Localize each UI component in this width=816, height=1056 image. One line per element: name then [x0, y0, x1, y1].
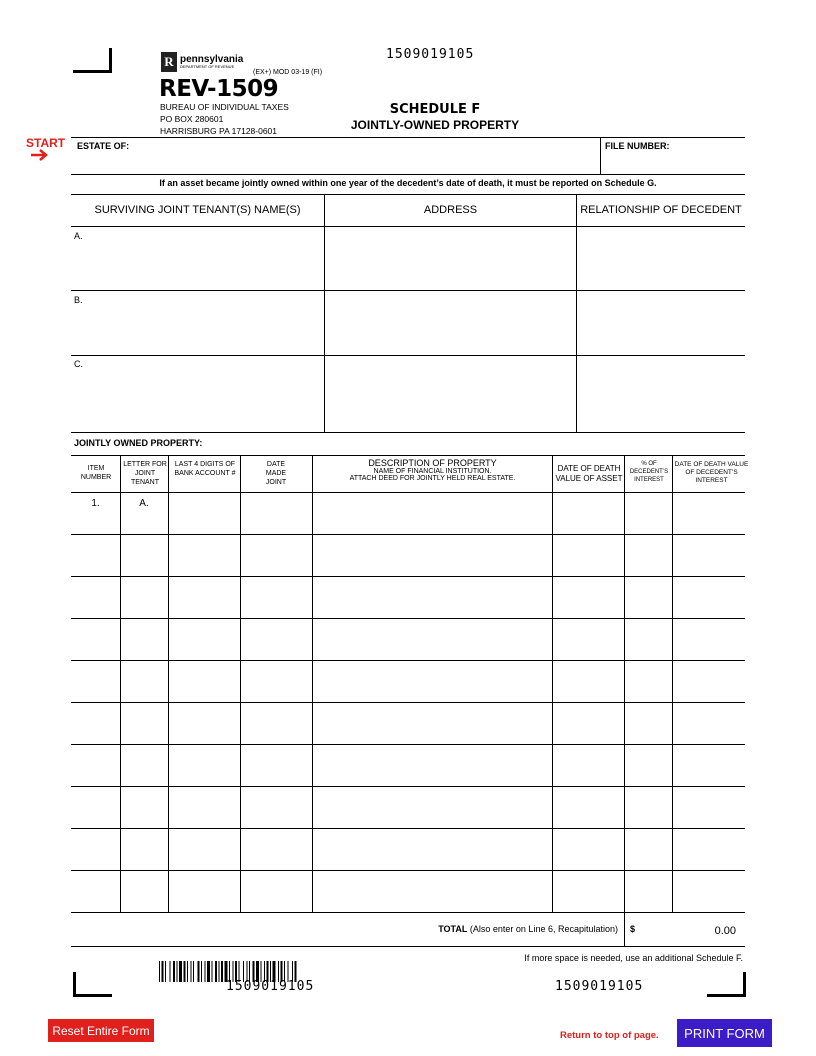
item-number-field[interactable]: 1.	[91, 498, 100, 509]
col-header-address: ADDRESS	[423, 204, 478, 216]
tenant-address-field[interactable]	[326, 228, 574, 288]
dod-interest-field[interactable]	[673, 619, 744, 659]
dod-value-field[interactable]	[553, 787, 623, 827]
tenant-letter: A.	[74, 231, 83, 241]
date-joint-field[interactable]	[241, 619, 311, 659]
logo-dept: DEPARTMENT OF REVENUE	[180, 64, 235, 69]
description-line-2: NAME OF FINANCIAL INSTITUTION.	[373, 468, 492, 475]
pct-interest-field[interactable]	[625, 703, 671, 743]
dod-value-field[interactable]	[553, 661, 623, 701]
date-joint-field[interactable]	[241, 745, 311, 785]
barcode-number-right: 1509019105	[555, 979, 644, 994]
col-header-dod-value: DATE OF DEATH VALUE OF ASSET	[555, 464, 623, 483]
start-label: START	[26, 136, 66, 150]
total-note: (Also enter on Line 6, Recapitulation)	[469, 924, 618, 934]
pct-interest-field[interactable]	[625, 871, 671, 911]
pct-interest-field[interactable]	[625, 619, 671, 659]
address-line-2: PO BOX 280601	[160, 114, 224, 124]
col-header-relationship: RELATIONSHIP OF DECEDENT	[580, 204, 742, 216]
tenant-letter-field[interactable]	[121, 577, 167, 617]
property-section-title: JOINTLY OWNED PROPERTY:	[74, 438, 203, 448]
tenant-name-field[interactable]	[88, 292, 322, 353]
dod-value-field[interactable]	[553, 745, 623, 785]
reset-form-button[interactable]: Reset Entire Form	[48, 1019, 154, 1042]
tenant-letter: C.	[74, 359, 83, 369]
date-joint-field[interactable]	[241, 661, 311, 701]
item-number-field[interactable]	[72, 703, 119, 743]
item-number-field[interactable]	[72, 661, 119, 701]
dod-value-field[interactable]	[553, 703, 623, 743]
schedule-title: SCHEDULE F	[389, 102, 481, 117]
tenant-letter: B.	[74, 295, 83, 305]
description-field[interactable]	[313, 787, 551, 827]
tenant-relationship-field[interactable]	[578, 228, 744, 288]
account-digits-field[interactable]	[169, 535, 239, 575]
barcode-number-left: 1509019105	[226, 979, 315, 994]
account-digits-field[interactable]	[169, 493, 239, 533]
col-header-item-number: ITEM NUMBER	[80, 465, 112, 481]
pct-interest-field[interactable]	[625, 535, 671, 575]
dod-interest-field[interactable]	[673, 535, 744, 575]
pct-interest-field[interactable]	[625, 829, 671, 869]
date-joint-field[interactable]	[241, 871, 311, 911]
item-number-field[interactable]	[72, 535, 119, 575]
account-digits-field[interactable]	[169, 787, 239, 827]
dod-value-field[interactable]	[553, 619, 623, 659]
date-joint-field[interactable]	[241, 577, 311, 617]
pct-interest-field[interactable]	[625, 787, 671, 827]
col-header-pct-interest: % OF DECEDENT’S INTEREST	[629, 461, 669, 483]
dod-interest-field[interactable]	[673, 661, 744, 701]
tenant-letter-field[interactable]	[121, 871, 167, 911]
total-label: TOTAL	[438, 924, 468, 934]
description-field[interactable]	[313, 829, 551, 869]
account-digits-field[interactable]	[169, 703, 239, 743]
description-field[interactable]	[313, 619, 551, 659]
corner-mark-top-left	[73, 48, 112, 73]
dod-interest-field[interactable]	[673, 745, 744, 785]
date-joint-field[interactable]	[241, 535, 311, 575]
start-arrow-icon	[30, 149, 50, 161]
dod-value-field[interactable]	[553, 577, 623, 617]
pct-interest-field[interactable]	[625, 493, 671, 533]
file-number-label: FILE NUMBER:	[605, 141, 670, 151]
col-header-date-joint: DATE MADE JOINT	[265, 461, 287, 486]
date-joint-field[interactable]	[241, 703, 311, 743]
bureau-address	[160, 101, 289, 137]
tenant-address-field[interactable]	[326, 292, 574, 353]
account-digits-field[interactable]	[169, 829, 239, 869]
description-field[interactable]	[313, 703, 551, 743]
col-header-tenant-letter: LETTER FOR JOINT TENANT	[123, 461, 167, 486]
pct-interest-field[interactable]	[625, 745, 671, 785]
corner-mark-bottom-left	[73, 972, 112, 997]
date-joint-field[interactable]	[241, 787, 311, 827]
form-number: REV-1509	[159, 76, 279, 102]
address-line-3: HARRISBURG PA 17128-0601	[160, 126, 278, 136]
item-number-field[interactable]	[72, 577, 119, 617]
tenant-name-field[interactable]	[88, 228, 322, 288]
keystone-icon: R	[161, 52, 177, 72]
address-line-1: BUREAU OF INDIVIDUAL TAXES	[160, 102, 289, 112]
tenant-letter-field[interactable]: A.	[139, 498, 149, 509]
description-title: DESCRIPTION OF PROPERTY	[368, 458, 497, 468]
pa-logo	[161, 52, 243, 72]
description-field[interactable]	[313, 493, 551, 533]
tenant-address-field[interactable]	[326, 357, 574, 430]
tenant-letter-field[interactable]	[121, 745, 167, 785]
col-header-description	[313, 458, 552, 482]
total-row	[320, 924, 618, 934]
dod-interest-field[interactable]	[673, 703, 744, 743]
col-header-dod-interest: DATE OF DEATH VALUE OF DECEDENT’S INTEREST	[674, 461, 749, 484]
item-number-field[interactable]	[72, 745, 119, 785]
description-field[interactable]	[313, 661, 551, 701]
dod-value-field[interactable]	[553, 871, 623, 911]
dod-value-field[interactable]	[553, 829, 623, 869]
form-mod: (EX+) MOD 03-19 (FI)	[253, 69, 323, 76]
description-field[interactable]	[313, 577, 551, 617]
date-joint-field[interactable]	[241, 829, 311, 869]
description-field[interactable]	[313, 745, 551, 785]
dod-interest-field[interactable]	[673, 829, 744, 869]
description-field[interactable]	[313, 535, 551, 575]
item-number-field[interactable]	[72, 871, 119, 911]
account-digits-field[interactable]	[169, 871, 239, 911]
item-number-field[interactable]	[72, 829, 119, 869]
print-form-button[interactable]: PRINT FORM	[677, 1019, 772, 1047]
dod-interest-field[interactable]	[673, 787, 744, 827]
notice-text: If an asset became jointly owned within one year of the decedent’s date of death, it must be reported on Schedule G.	[159, 178, 657, 188]
tenant-relationship-field[interactable]	[578, 292, 744, 353]
estate-field[interactable]	[72, 153, 599, 173]
dod-interest-field[interactable]	[673, 871, 744, 911]
tenant-letter-field[interactable]	[121, 787, 167, 827]
col-header-account-digits: LAST 4 DIGITS OF BANK ACCOUNT #	[174, 461, 236, 477]
return-to-top-link[interactable]: Return to top of page.	[560, 1030, 659, 1041]
description-line-3: ATTACH DEED FOR JOINTLY HELD REAL ESTATE.	[349, 475, 516, 482]
corner-mark-bottom-right	[707, 972, 746, 997]
barcode-number-top: 1509019105	[386, 47, 475, 62]
dod-interest-field[interactable]	[673, 493, 744, 533]
currency-symbol: $	[630, 924, 636, 934]
tenant-letter-field[interactable]	[121, 661, 167, 701]
pct-interest-field[interactable]	[625, 661, 671, 701]
total-value-field[interactable]: 0.00	[714, 925, 736, 937]
account-digits-field[interactable]	[169, 577, 239, 617]
account-digits-field[interactable]	[169, 619, 239, 659]
more-space-note: If more space is needed, use an additional Schedule F.	[524, 953, 743, 963]
col-header-tenant-name: SURVIVING JOINT TENANT(S) NAME(S)	[94, 204, 301, 216]
tenant-letter-field[interactable]	[121, 703, 167, 743]
date-joint-field[interactable]	[241, 493, 311, 533]
dod-value-field[interactable]	[553, 493, 623, 533]
dod-interest-field[interactable]	[673, 577, 744, 617]
schedule-subtitle: JOINTLY-OWNED PROPERTY	[350, 118, 520, 132]
logo-name: pennsylvania	[180, 54, 244, 65]
item-number-field[interactable]	[72, 619, 119, 659]
item-number-field[interactable]	[72, 787, 119, 827]
estate-label: ESTATE OF:	[77, 141, 130, 151]
tenant-letter-field[interactable]	[121, 535, 167, 575]
pct-interest-field[interactable]	[625, 577, 671, 617]
tenant-letter-field[interactable]	[121, 619, 167, 659]
tenant-letter-field[interactable]	[121, 829, 167, 869]
account-digits-field[interactable]	[169, 661, 239, 701]
dod-value-field[interactable]	[553, 535, 623, 575]
file-number-field[interactable]	[602, 153, 744, 173]
tenant-relationship-field[interactable]	[578, 357, 744, 430]
tenant-name-field[interactable]	[88, 357, 322, 430]
account-digits-field[interactable]	[169, 745, 239, 785]
description-field[interactable]	[313, 871, 551, 911]
